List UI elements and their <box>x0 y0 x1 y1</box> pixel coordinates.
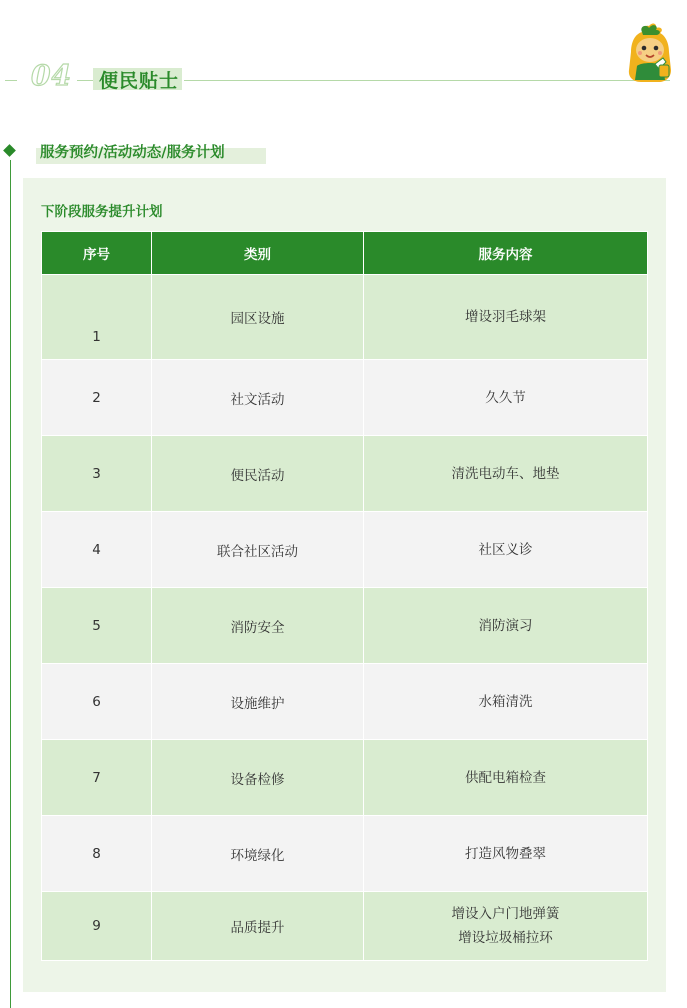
header-num: 序号 <box>42 232 152 275</box>
row-content <box>364 664 648 740</box>
header-rule-left <box>5 80 17 81</box>
table-row <box>42 512 648 588</box>
row-content <box>364 740 648 816</box>
row-num: 5 <box>42 588 152 664</box>
section-number: 04 <box>31 59 72 92</box>
row-content-line: 消防演习 <box>478 617 533 634</box>
timeline-line <box>10 160 11 1008</box>
row-category: 消防安全 <box>152 588 364 664</box>
row-num: 8 <box>42 816 152 892</box>
diamond-icon <box>3 144 16 157</box>
mascot-icon <box>619 22 679 84</box>
row-content-line: 水箱清洗 <box>478 693 533 710</box>
table-row <box>42 740 648 816</box>
row-num: 4 <box>42 512 152 588</box>
row-content <box>364 436 648 512</box>
table-row <box>42 892 648 961</box>
row-content <box>364 360 648 436</box>
panel-title: 下阶段服务提升计划 <box>41 204 163 220</box>
row-num: 7 <box>42 740 152 816</box>
row-content-line: 社区义诊 <box>478 541 533 558</box>
table-row <box>42 588 648 664</box>
row-category: 设施维护 <box>152 664 364 740</box>
row-content <box>364 275 648 360</box>
row-category: 设备检修 <box>152 740 364 816</box>
service-plan-table <box>41 231 648 961</box>
row-content <box>364 892 648 961</box>
row-content-line: 增设入户门地弹簧 <box>451 906 560 922</box>
row-category: 园区设施 <box>152 275 364 360</box>
row-num: 1 <box>42 275 152 360</box>
row-content-line: 增设垃圾桶拉环 <box>458 930 553 946</box>
page-title: 便民贴士 <box>99 70 180 92</box>
row-content-line: 清洗电动车、地垫 <box>451 465 560 482</box>
row-num: 2 <box>42 360 152 436</box>
row-content <box>364 816 648 892</box>
row-category: 社文活动 <box>152 360 364 436</box>
row-num: 6 <box>42 664 152 740</box>
row-content-line: 久久节 <box>485 389 526 406</box>
row-content <box>364 512 648 588</box>
row-category: 便民活动 <box>152 436 364 512</box>
row-category: 环境绿化 <box>152 816 364 892</box>
table-header-row <box>42 232 648 275</box>
header-content: 服务内容 <box>364 232 648 275</box>
row-num: 9 <box>42 892 152 961</box>
table-row <box>42 275 648 360</box>
section-title: 服务预约/活动动态/服务计划 <box>40 145 225 161</box>
header-category: 类别 <box>152 232 364 275</box>
row-category: 联合社区活动 <box>152 512 364 588</box>
row-content-line: 打造风物叠翠 <box>465 845 546 862</box>
row-content-line: 供配电箱检查 <box>465 769 546 786</box>
table-row <box>42 664 648 740</box>
header-rule-right <box>184 80 670 81</box>
table-row <box>42 360 648 436</box>
table-row <box>42 436 648 512</box>
row-category: 品质提升 <box>152 892 364 961</box>
row-content-line: 增设羽毛球架 <box>465 309 546 325</box>
row-num: 3 <box>42 436 152 512</box>
row-content <box>364 588 648 664</box>
table-row <box>42 816 648 892</box>
